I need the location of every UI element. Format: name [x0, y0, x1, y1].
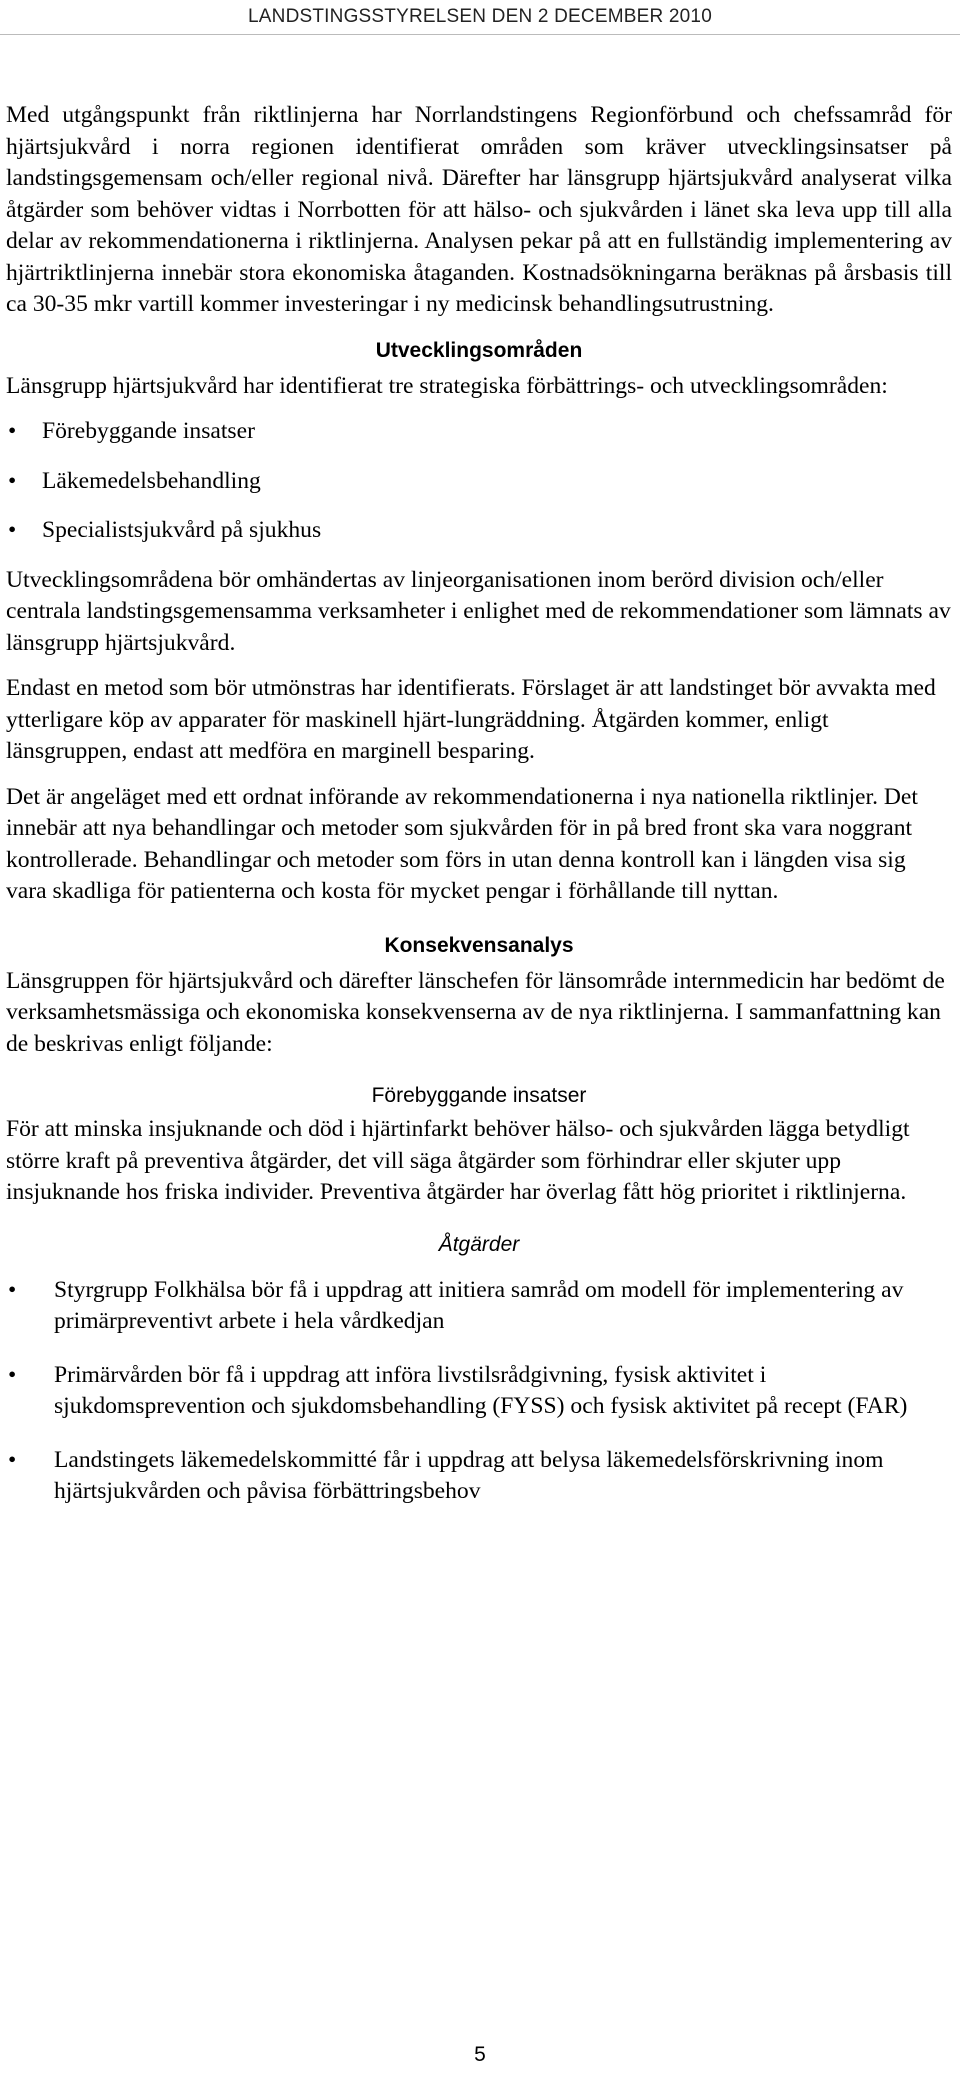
bullet-icon: •	[8, 467, 17, 494]
list-item-text: Styrgrupp Folkhälsa bör få i uppdrag att initiera samråd om modell för implementering av primärpreventivt arbete i hela vårdkedjan	[54, 1276, 904, 1334]
bullet-icon: •	[8, 1276, 17, 1303]
utveckling-paragraph-3: Det är angeläget med ett ordnat införande av rekommendationerna i nya nationella riktlinjer. Det innebär att nya behandlingar och metoder som sjukvården för in på bred front ska vara noggrant kontrollerade. Behandlingar och metoder som förs in utan denna kontroll kan i längden visa sig vara skadliga för patienterna och kosta för mycket pengar i förhållande till nyttan.	[6, 783, 918, 904]
konsekvens-paragraph-1: Länsgruppen för hjärtsjukvård och därefter länschefen för länsområde internmedicin har bedömt de verksamhetsmässiga och ekonomiska konsekvenserna av de nya riktlinjerna. I sammanfattning kan de beskrivas enligt följande:	[6, 967, 945, 1057]
list-item-text: Specialistsjukvård på sjukhus	[42, 517, 322, 543]
list-item	[6, 466, 952, 498]
list-item	[6, 515, 952, 547]
list-item	[6, 1445, 952, 1508]
utveckling-bullet-list	[6, 416, 952, 547]
document-body	[6, 100, 952, 1508]
list-item-text: Läkemedelsbehandling	[42, 467, 261, 494]
konsekvens-paragraph-2: För att minska insjuknande och död i hjärtinfarkt behöver hälso- och sjukvården lägga betydligt större kraft på preventiva åtgärder, det vill säga åtgärder som förhindrar eller skjuter upp insjuknande hos friska individer. Preventiva åtgärder har överlag fått hög prioritet i riktlinjerna.	[6, 1116, 910, 1205]
list-item-text: Landstingets läkemedelskommitté får i uppdrag att belysa läkemedelsförskrivning inom hjärtsjukvården och påvisa förbättringsbehov	[54, 1446, 884, 1504]
list-item-text: Förebyggande insatser	[42, 418, 255, 444]
section-heading-utvecklingsomraden: Utvecklingsområden	[375, 338, 583, 362]
bullet-icon: •	[8, 1361, 17, 1388]
intro-paragraph: Med utgångspunkt från riktlinjerna har Norrlandstingens Regionförbund och chefssamråd för hjärtsjukvård i norra regionen identifierat områden som kräver utvecklingsinsatser på landstingsgemensam och/eller regional nivå. Därefter har länsgrupp hjärtsjukvård analyserat vilka åtgärder som behöver vidtas i Norrbotten för att hälso- och sjukvården i länet ska leva upp till alla delar av rekommendationerna i riktlinjerna. Analysen pekar på att en fullständig implementering av hjärtriktlinjerna innebär stora ekonomiska åtaganden. Kostnadsökningarna beräknas på årsbasis till ca 30-35 mkr vartill kommer investeringar i ny medicinsk behandlingsutrustning.	[6, 102, 952, 317]
section-heading-konsekvensanalys: Konsekvensanalys	[384, 933, 574, 957]
subsection-heading-forebyggande: Förebyggande insatser	[371, 1084, 587, 1107]
header-rule	[0, 34, 960, 35]
bullet-icon: •	[8, 1446, 17, 1473]
subsection-heading-atgarder: Åtgärder	[438, 1232, 520, 1256]
running-header: LANDSTINGSSTYRELSEN DEN 2 DECEMBER 2010	[248, 6, 712, 27]
page-number: 5	[474, 2043, 486, 2066]
list-item	[6, 1360, 952, 1423]
utveckling-paragraph-2: Endast en metod som bör utmönstras har identifierats. Förslaget är att landstinget bör avvakta med ytterligare köp av apparater för maskinell hjärt-lungräddning. Åtgärden kommer, enligt länsgruppen, endast att medföra en marginell besparing.	[6, 675, 936, 764]
list-item	[6, 1275, 952, 1338]
list-item	[6, 416, 952, 448]
utveckling-intro: Länsgrupp hjärtsjukvård har identifierat tre strategiska förbättrings- och utvecklingsområden:	[6, 372, 888, 399]
bullet-icon: •	[8, 517, 17, 543]
list-item-text: Primärvården bör få i uppdrag att införa livstilsrådgivning, fysisk aktivitet i sjukdomsprevention och sjukdomsbehandling (FYSS) och fysisk aktivitet på recept (FAR)	[54, 1361, 908, 1419]
bullet-icon: •	[8, 418, 17, 444]
utveckling-paragraph-1: Utvecklingsområdena bör omhändertas av linjeorganisationen inom berörd division och/eller centrala landstingsgemensamma verksamheter i enlighet med de rekommendationer som lämnats av länsgrupp hjärtsjukvård.	[6, 566, 951, 656]
atgarder-bullet-list	[6, 1275, 952, 1508]
